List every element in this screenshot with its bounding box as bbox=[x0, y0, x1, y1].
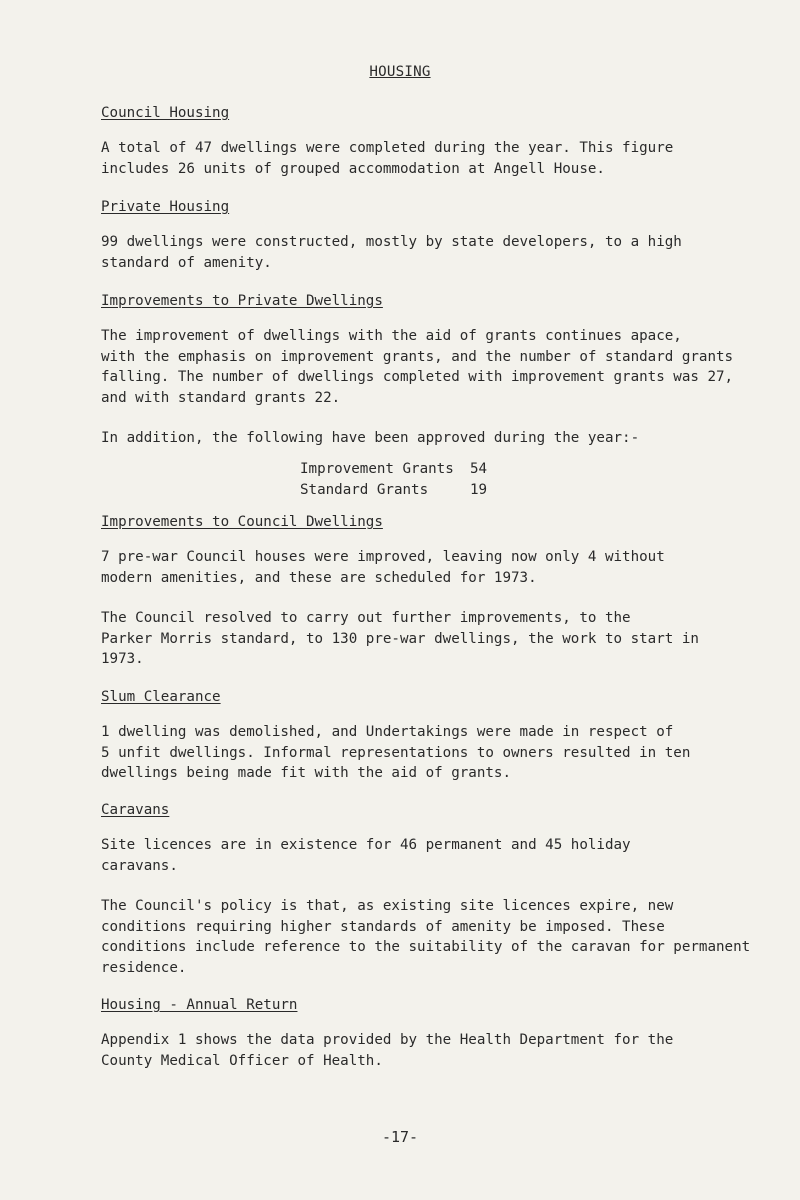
heading-council-housing: Council Housing bbox=[101, 105, 230, 121]
heading-caravans: Caravans bbox=[101, 802, 170, 818]
paragraph-annual-return: Appendix 1 shows the data provided by the Health Department for the County Medical Officer of Health. bbox=[101, 1032, 674, 1069]
paragraph-improvements-private: The improvement of dwellings with the aid of grants continues apace, with the emphasis on improvement grants, and the number of standard grants falling. The number of dwellings completed with improvement grants was 27, and with standard grants 22. bbox=[101, 328, 734, 406]
grant-value: 54 bbox=[470, 461, 488, 477]
grant-row bbox=[300, 459, 560, 480]
heading-annual-return: Housing - Annual Return bbox=[101, 997, 298, 1013]
paragraph-council-housing: A total of 47 dwellings were completed during the year. This figure includes 26 units of grouped accommodation at Angell House. bbox=[101, 140, 674, 177]
grant-label: Standard Grants bbox=[300, 481, 429, 498]
grants-table bbox=[300, 459, 560, 500]
page-title: HOUSING bbox=[369, 64, 431, 80]
page-number: -17- bbox=[381, 1128, 419, 1146]
heading-private-housing: Private Housing bbox=[101, 199, 230, 215]
paragraph-caravans-2: The Council's policy is that, as existing site licences expire, new conditions requiring higher standards of amenity be imposed. These conditions include reference to the suitability of the caravan for permanent residence. bbox=[101, 898, 751, 976]
grant-row bbox=[300, 480, 560, 501]
paragraph-improvements-council-1: 7 pre-war Council houses were improved, leaving now only 4 without modern amenities, and these are scheduled for 1973. bbox=[101, 549, 665, 586]
paragraph-private-housing: 99 dwellings were constructed, mostly by state developers, to a high standard of amenity. bbox=[101, 234, 682, 271]
paragraph-improvements-council-2: The Council resolved to carry out further improvements, to the Parker Morris standard, to 130 pre-war dwellings, the work to start in 1973. bbox=[101, 610, 699, 667]
heading-improvements-private: Improvements to Private Dwellings bbox=[101, 293, 383, 309]
grant-value: 19 bbox=[470, 481, 488, 498]
heading-slum-clearance: Slum Clearance bbox=[101, 689, 221, 705]
paragraph-approved-grants-intro: In addition, the following have been approved during the year:- bbox=[101, 430, 640, 446]
heading-improvements-council: Improvements to Council Dwellings bbox=[101, 514, 383, 530]
paragraph-caravans-1: Site licences are in existence for 46 permanent and 45 holiday caravans. bbox=[101, 837, 631, 874]
grant-label: Improvement Grants bbox=[300, 461, 454, 477]
paragraph-slum-clearance: 1 dwelling was demolished, and Undertakings were made in respect of 5 unfit dwellings. Informal representations to owners resulted in ten dwellings being made fit with the aid of grants. bbox=[101, 724, 691, 781]
